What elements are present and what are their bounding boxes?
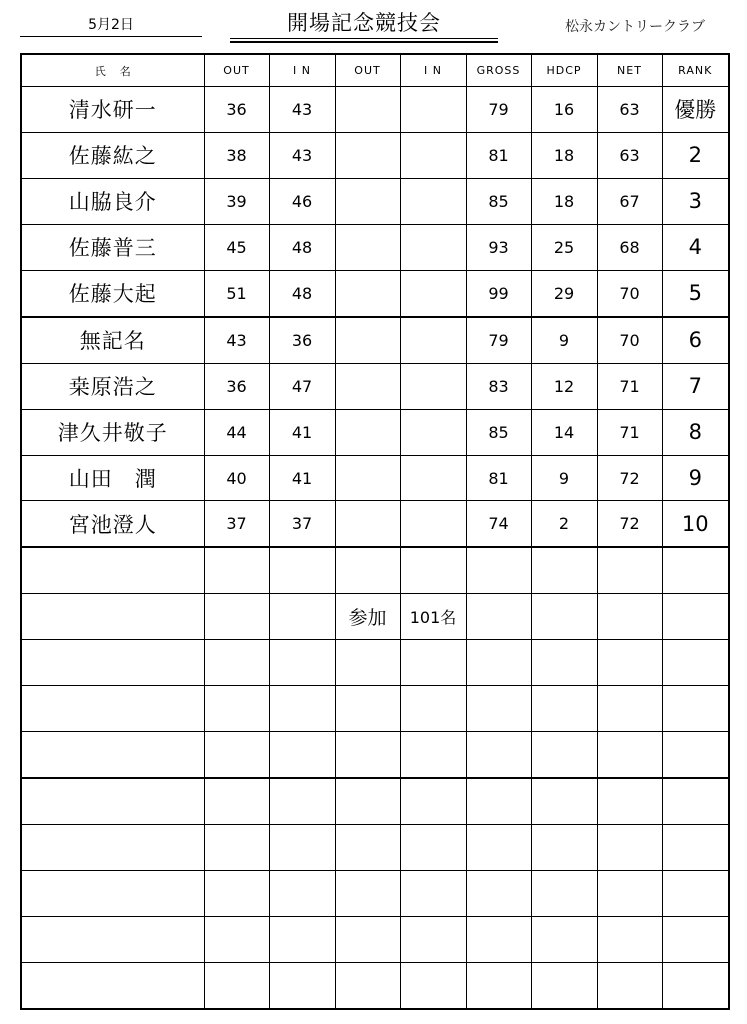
in-score-2 <box>400 409 466 455</box>
table-row <box>21 501 729 547</box>
empty-cell <box>269 640 335 686</box>
table-row <box>21 455 729 501</box>
empty-cell <box>531 916 597 962</box>
table-row <box>21 409 729 455</box>
hdcp-value: 29 <box>531 270 597 316</box>
empty-cell <box>204 547 269 593</box>
empty-cell <box>335 825 400 871</box>
empty-cell <box>204 640 269 686</box>
hdcp-value: 25 <box>531 224 597 270</box>
club-name: 松永カントリークラブ <box>565 19 705 35</box>
empty-cell <box>662 871 729 917</box>
empty-cell <box>597 778 662 824</box>
empty-cell <box>335 778 400 824</box>
empty-cell <box>21 962 204 1009</box>
rank-value: 3 <box>662 178 729 224</box>
out-score-2 <box>335 501 400 547</box>
in-score: 47 <box>269 363 335 409</box>
empty-cell <box>597 916 662 962</box>
rank-value: 8 <box>662 409 729 455</box>
column-header-rank: RANK <box>662 54 729 87</box>
empty-cell <box>466 732 531 778</box>
empty-cell <box>335 916 400 962</box>
out-score: 51 <box>204 270 269 316</box>
table-row <box>21 87 729 133</box>
empty-cell <box>269 962 335 1009</box>
in-score: 46 <box>269 178 335 224</box>
hdcp-value: 16 <box>531 87 597 133</box>
empty-cell <box>21 732 204 778</box>
gross-score: 85 <box>466 178 531 224</box>
column-header-out: OUT <box>204 54 269 87</box>
out-score: 43 <box>204 317 269 363</box>
in-score: 43 <box>269 132 335 178</box>
empty-cell <box>531 547 597 593</box>
out-score: 40 <box>204 455 269 501</box>
empty-cell <box>269 778 335 824</box>
empty-cell <box>466 778 531 824</box>
net-score: 68 <box>597 224 662 270</box>
empty-cell <box>400 778 466 824</box>
empty-cell <box>597 732 662 778</box>
empty-cell <box>335 871 400 917</box>
rank-value: 2 <box>662 132 729 178</box>
empty-cell <box>466 686 531 732</box>
empty-cell <box>400 732 466 778</box>
empty-row <box>21 547 729 593</box>
out-score-2 <box>335 132 400 178</box>
hdcp-value: 14 <box>531 409 597 455</box>
empty-cell <box>269 686 335 732</box>
column-header-in-2: I N <box>400 54 466 87</box>
empty-cell <box>21 825 204 871</box>
in-score: 43 <box>269 87 335 133</box>
in-score-2 <box>400 455 466 501</box>
title-underline <box>230 38 498 39</box>
participants-row <box>21 594 729 640</box>
empty-cell <box>597 640 662 686</box>
net-score: 67 <box>597 178 662 224</box>
empty-cell <box>466 871 531 917</box>
gross-score: 81 <box>466 455 531 501</box>
empty-cell <box>204 916 269 962</box>
in-score-2 <box>400 501 466 547</box>
empty-cell <box>400 547 466 593</box>
empty-cell <box>662 916 729 962</box>
date-label: 5月2日 <box>20 14 202 37</box>
out-score-2 <box>335 455 400 501</box>
empty-row <box>21 916 729 962</box>
net-score: 71 <box>597 363 662 409</box>
player-name: 宮池澄人 <box>21 501 204 547</box>
empty-cell <box>269 916 335 962</box>
table-row <box>21 363 729 409</box>
empty-cell <box>597 825 662 871</box>
in-score: 41 <box>269 455 335 501</box>
empty-row <box>21 825 729 871</box>
empty-cell <box>662 640 729 686</box>
empty-cell <box>531 594 597 640</box>
net-score: 70 <box>597 317 662 363</box>
header-row <box>21 54 729 87</box>
column-header-name: 氏名 <box>21 54 204 87</box>
player-name: 清水研一 <box>21 87 204 133</box>
empty-cell <box>531 778 597 824</box>
hdcp-value: 9 <box>531 455 597 501</box>
empty-cell <box>21 594 204 640</box>
empty-cell <box>531 871 597 917</box>
in-score-2 <box>400 224 466 270</box>
table-row <box>21 270 729 316</box>
empty-cell <box>662 594 729 640</box>
net-score: 70 <box>597 270 662 316</box>
empty-cell <box>662 732 729 778</box>
rank-value: 10 <box>662 501 729 547</box>
empty-cell <box>21 640 204 686</box>
rank-value: 4 <box>662 224 729 270</box>
in-score-2 <box>400 270 466 316</box>
out-score-2 <box>335 178 400 224</box>
empty-cell <box>466 594 531 640</box>
column-header-gross: GROSS <box>466 54 531 87</box>
empty-cell <box>204 962 269 1009</box>
table-row <box>21 132 729 178</box>
in-score: 48 <box>269 270 335 316</box>
empty-row <box>21 778 729 824</box>
participants-count: 101名 <box>400 594 466 640</box>
empty-cell <box>400 640 466 686</box>
empty-cell <box>204 594 269 640</box>
participants-label: 参加 <box>335 594 400 640</box>
empty-cell <box>400 825 466 871</box>
empty-cell <box>597 547 662 593</box>
out-score: 39 <box>204 178 269 224</box>
title-underline-thick <box>230 41 498 43</box>
empty-cell <box>531 686 597 732</box>
hdcp-value: 12 <box>531 363 597 409</box>
results-table <box>20 53 730 1010</box>
empty-cell <box>597 871 662 917</box>
gross-score: 81 <box>466 132 531 178</box>
gross-score: 79 <box>466 317 531 363</box>
hdcp-value: 18 <box>531 132 597 178</box>
empty-cell <box>269 871 335 917</box>
empty-cell <box>662 547 729 593</box>
empty-cell <box>597 594 662 640</box>
in-score: 36 <box>269 317 335 363</box>
hdcp-value: 9 <box>531 317 597 363</box>
out-score: 37 <box>204 501 269 547</box>
empty-cell <box>466 962 531 1009</box>
empty-cell <box>400 916 466 962</box>
empty-cell <box>21 547 204 593</box>
empty-cell <box>269 732 335 778</box>
player-name: 津久井敬子 <box>21 409 204 455</box>
rank-value: 9 <box>662 455 729 501</box>
player-name: 無記名 <box>21 317 204 363</box>
empty-cell <box>466 825 531 871</box>
out-score-2 <box>335 270 400 316</box>
empty-cell <box>21 686 204 732</box>
empty-cell <box>400 686 466 732</box>
empty-cell <box>204 778 269 824</box>
rank-value: 6 <box>662 317 729 363</box>
gross-score: 85 <box>466 409 531 455</box>
in-score: 48 <box>269 224 335 270</box>
player-name: 佐藤普三 <box>21 224 204 270</box>
empty-cell <box>466 547 531 593</box>
empty-cell <box>204 871 269 917</box>
rank-value: 優勝 <box>662 87 729 133</box>
column-header-out-2: OUT <box>335 54 400 87</box>
gross-score: 74 <box>466 501 531 547</box>
empty-cell <box>269 547 335 593</box>
empty-cell <box>531 732 597 778</box>
player-name: 佐藤紘之 <box>21 132 204 178</box>
net-score: 71 <box>597 409 662 455</box>
empty-cell <box>269 594 335 640</box>
gross-score: 93 <box>466 224 531 270</box>
empty-cell <box>204 825 269 871</box>
player-name: 佐藤大起 <box>21 270 204 316</box>
out-score-2 <box>335 224 400 270</box>
empty-cell <box>21 871 204 917</box>
empty-cell <box>21 916 204 962</box>
player-name: 山脇良介 <box>21 178 204 224</box>
in-score-2 <box>400 317 466 363</box>
in-score: 41 <box>269 409 335 455</box>
net-score: 72 <box>597 455 662 501</box>
empty-row <box>21 732 729 778</box>
rank-value: 7 <box>662 363 729 409</box>
player-name: 山田 潤 <box>21 455 204 501</box>
hdcp-value: 18 <box>531 178 597 224</box>
net-score: 72 <box>597 501 662 547</box>
empty-cell <box>335 547 400 593</box>
empty-cell <box>662 962 729 1009</box>
net-score: 63 <box>597 132 662 178</box>
out-score: 36 <box>204 87 269 133</box>
empty-cell <box>662 778 729 824</box>
rank-value: 5 <box>662 270 729 316</box>
empty-row <box>21 962 729 1009</box>
net-score: 63 <box>597 87 662 133</box>
out-score: 36 <box>204 363 269 409</box>
empty-row <box>21 686 729 732</box>
out-score-2 <box>335 409 400 455</box>
in-score-2 <box>400 178 466 224</box>
out-score-2 <box>335 87 400 133</box>
empty-cell <box>531 640 597 686</box>
empty-cell <box>597 962 662 1009</box>
out-score: 38 <box>204 132 269 178</box>
table-row <box>21 178 729 224</box>
column-header-net: NET <box>597 54 662 87</box>
empty-cell <box>269 825 335 871</box>
empty-cell <box>466 640 531 686</box>
out-score: 45 <box>204 224 269 270</box>
empty-row <box>21 871 729 917</box>
empty-cell <box>597 686 662 732</box>
hdcp-value: 2 <box>531 501 597 547</box>
out-score: 44 <box>204 409 269 455</box>
empty-cell <box>335 686 400 732</box>
empty-cell <box>400 871 466 917</box>
empty-cell <box>335 962 400 1009</box>
in-score-2 <box>400 363 466 409</box>
out-score-2 <box>335 317 400 363</box>
table-row <box>21 224 729 270</box>
gross-score: 99 <box>466 270 531 316</box>
empty-row <box>21 640 729 686</box>
empty-cell <box>21 778 204 824</box>
gross-score: 79 <box>466 87 531 133</box>
empty-cell <box>662 686 729 732</box>
empty-cell <box>466 916 531 962</box>
empty-cell <box>335 640 400 686</box>
empty-cell <box>204 732 269 778</box>
page-title: 開場記念競技会 <box>287 11 441 35</box>
empty-cell <box>335 732 400 778</box>
column-header-hdcp: HDCP <box>531 54 597 87</box>
empty-cell <box>662 825 729 871</box>
table-row <box>21 317 729 363</box>
column-header-in: I N <box>269 54 335 87</box>
out-score-2 <box>335 363 400 409</box>
player-name: 桒原浩之 <box>21 363 204 409</box>
empty-cell <box>531 962 597 1009</box>
in-score-2 <box>400 87 466 133</box>
empty-cell <box>204 686 269 732</box>
in-score-2 <box>400 132 466 178</box>
in-score: 37 <box>269 501 335 547</box>
gross-score: 83 <box>466 363 531 409</box>
empty-cell <box>400 962 466 1009</box>
empty-cell <box>531 825 597 871</box>
